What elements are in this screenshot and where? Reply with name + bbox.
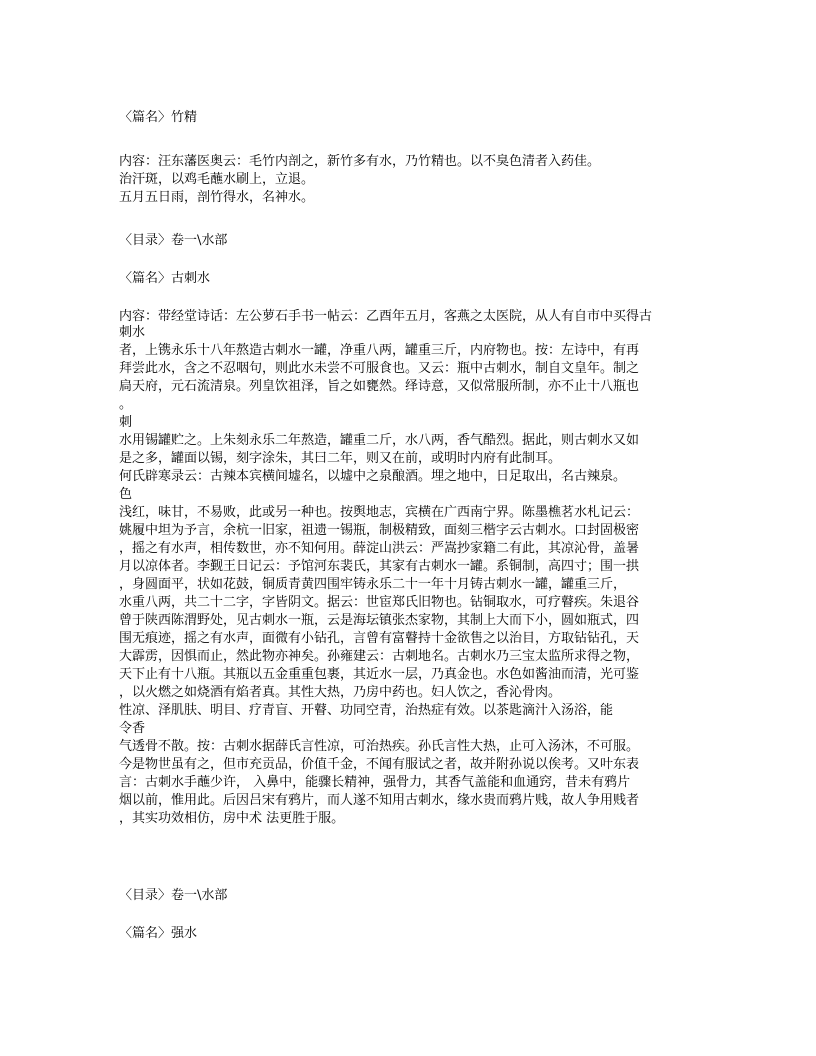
content-line: 今是物世虽有之，但市充贡品，价值千金，不闻有服试之者，故并附孙说以俟考。又叶东表 (119, 757, 640, 772)
section-title: 〈篇名〉强水 (119, 926, 198, 941)
content-line: 言：古刺水手蘸少许， 入鼻中，能骤长精神，强骨力，其香气盖能和血通窍，昔未有鸦片 (119, 775, 631, 790)
content-line: 五月五日雨，剖竹得水，名神水。 (119, 190, 315, 205)
content-line: 刺 (119, 415, 133, 430)
content-line: ，身圆面平，状如花鼓，铜质青黄四围牢铸永乐二十一年十月铸古刺水一罐，罐重三斤， (119, 577, 627, 592)
content-line: ，以火燃之如烧酒有焰者真。其性大热，乃房中药也。妇人饮之，香沁骨肉。 (119, 685, 562, 700)
content-line: 内容：带经堂诗话：左公萝石手书一帖云：乙酉年五月，客燕之太医院，从人有自市中买得古 (119, 309, 653, 324)
content-line: 刺水 (119, 325, 146, 340)
content-line: 曾于陕西陈渭野处，见古刺水一瓶，云是海坛镇张杰家物，其制上大而下小，圆如瓶式，四 (119, 613, 640, 628)
content-line: ，摇之有水声，相传数世，亦不知何用。薛淀山洪云：严嵩抄家籍二有此，其凉沁骨，盖暑 (119, 541, 640, 556)
section-title: 〈篇名〉古刺水 (119, 271, 211, 286)
content-line: 月以凉体者。李觐王日记云：予馆河东裴氏，其家有古刺水一罐。系铜制，高四寸；围一拱 (119, 559, 640, 574)
content-line: 水重八两，共二十二字，字皆阴文。据云：世宦郑氏旧物也。钻铜取水，可疗瞽疾。朱退谷 (119, 595, 640, 610)
content-line: 内容：汪东藩医奥云：毛竹内剖之，新竹多有水，乃竹精也。以不臭色清者入药佳。 (119, 154, 601, 169)
content-line: 浅红，味甘，不易败，此或另一种也。按舆地志，宾横在广西南宁界。陈墨樵茗水札记云： (119, 505, 640, 520)
content-line: 天下止有十八瓶。其瓶以五金重重包裹，其近水一层，乃真金也。水色如酱油而清，光可鉴 (119, 667, 640, 682)
content-line: ，其实功效相仿，房中术 法更胜于服。 (119, 811, 345, 826)
content-line: 围无痕迹，摇之有水声，面微有小钻孔，言曾有富瞽持十金欲售之以治目，方取钻钻孔，天 (119, 631, 640, 646)
content-line: 气透骨不散。按：古刺水据薛氏言性凉，可治热疾。孙氏言性大热，止可入汤沐，不可服。 (119, 739, 640, 754)
content-line: 令香 (119, 721, 146, 736)
section-title: 〈篇名〉竹精 (119, 110, 198, 125)
content-line: 治汗斑，以鸡毛蘸水刷上，立退。 (119, 172, 315, 187)
catalog-heading: 〈目录〉卷一\水部 (119, 233, 228, 248)
content-line: 姚履中坦为予言，余杭一旧家，祖遗一锡瓶，制极精致，面刻三楷字云古刺水。口封固极密 (119, 523, 640, 538)
content-line: 何氏辟寒录云：古辣本宾横间墟名，以墟中之泉酿酒。埋之地中，日足取出，名古辣泉。 (119, 469, 627, 484)
content-line: 者，上镌永乐十八年熬造古刺水一罐，净重八两，罐重三斤，内府物也。按：左诗中，有再 (119, 343, 640, 358)
content-line: 是之多，罐面以锡，刻字涂朱，其曰二年，则又在前，或明时内府有此制耳。 (119, 451, 562, 466)
content-line: 大霹雳，因惧而止，然此物亦神矣。孙雍建云：古刺地名。古刺水乃三宝太监所求得之物， (119, 649, 640, 664)
content-line: 扃天府，元石流清泉。列皇饮祖泽，旨之如甕然。绎诗意，又似常服所制，亦不止十八瓶也 (119, 379, 640, 394)
content-line: 烟以前，惟用此。后因吕宋有鸦片，而人遂不知用古刺水，缘水贵而鸦片贱，故人争用贱者 (119, 793, 640, 808)
content-line: 。 (119, 397, 133, 412)
content-line: 色 (119, 487, 133, 502)
content-line: 水用锡罐贮之。上朱刻永乐二年熬造，罐重二斤，水八两，香气酷烈。据此，则古刺水又如 (119, 433, 640, 448)
content-line: 拜尝此水，含之不忍咽句，则此水未尝不可服食也。又云：瓶中古刺水，制自文皇年。制之 (119, 361, 640, 376)
content-line: 性凉、泽肌肤、明目、疗青盲、开瞽、功同空青，治热症有效。以茶匙滴汁入汤浴，能 (119, 703, 614, 718)
catalog-heading: 〈目录〉卷一\水部 (119, 888, 228, 903)
